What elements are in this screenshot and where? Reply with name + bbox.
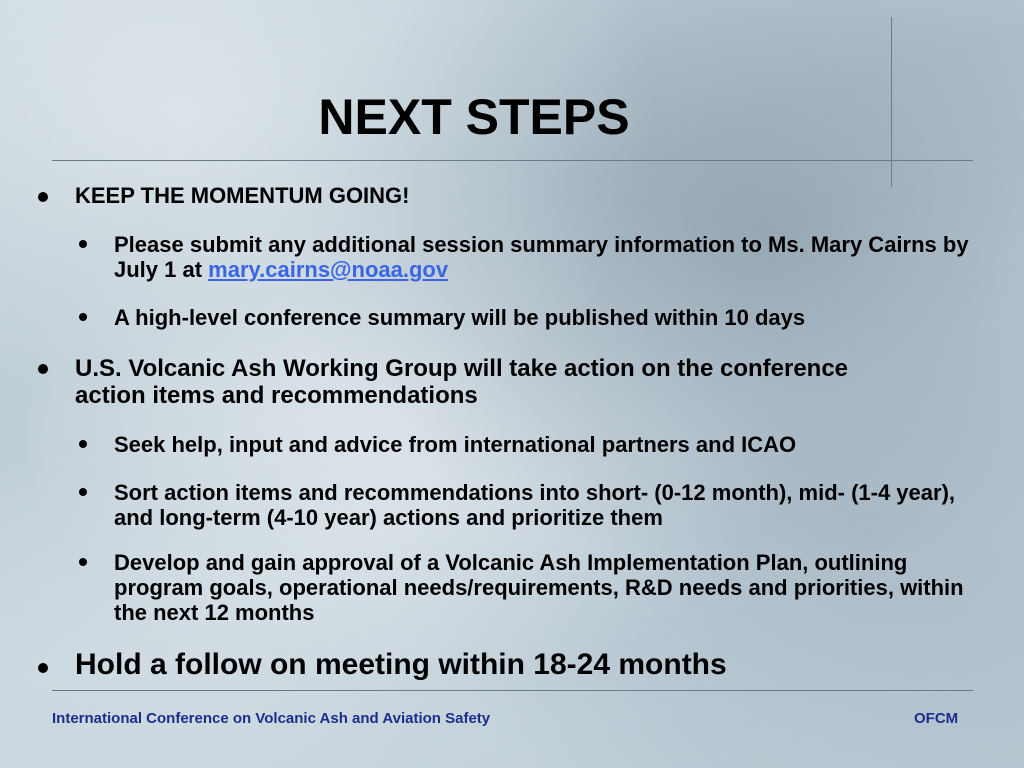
bullet-dot [38, 663, 48, 673]
sub-bullet-sort-items: Sort action items and recommendations into short- (0-12 month), mid- (1-4 year), and long-term (4-10 year) actions and prioritize them [114, 480, 956, 530]
footer-organization: OFCM [914, 710, 959, 727]
bullet-keep-momentum: KEEP THE MOMENTUM GOING! [75, 183, 410, 208]
sub-bullet-submit-text: Please submit any additional session summary information to Ms. Mary Cairns by July 1 at [114, 232, 969, 282]
bullet-dot [38, 364, 48, 374]
sub-bullet-dot [79, 313, 87, 321]
sub-bullet-seek-help: Seek help, input and advice from international partners and ICAO [114, 432, 797, 457]
bullet-working-group: U.S. Volcanic Ash Working Group will take action on the conference action items and recommendations [75, 355, 849, 409]
footer-divider [52, 690, 973, 691]
sub-bullet-dot [79, 440, 87, 448]
sub-bullet-dot [79, 558, 87, 566]
email-link[interactable]: mary.cairns@noaa.gov [208, 257, 449, 282]
sub-bullet-dot [79, 240, 87, 248]
sub-bullet-implementation-plan: Develop and gain approval of a Volcanic Ash Implementation Plan, outlining program goals, operational needs/requirements, R&D needs and priorities, within the next 12 months [114, 550, 964, 625]
footer-conference-name: International Conference on Volcanic Ash and Aviation Safety [52, 710, 491, 727]
sub-bullet-dot [79, 488, 87, 496]
sub-bullet-summary-published: A high-level conference summary will be published within 10 days [114, 305, 806, 330]
sub-bullet-submit-info [114, 232, 994, 282]
bullet-dot [38, 192, 48, 202]
bullet-follow-on-meeting: Hold a follow on meeting within 18-24 months [75, 648, 727, 681]
slide-title: NEXT STEPS [318, 89, 630, 145]
